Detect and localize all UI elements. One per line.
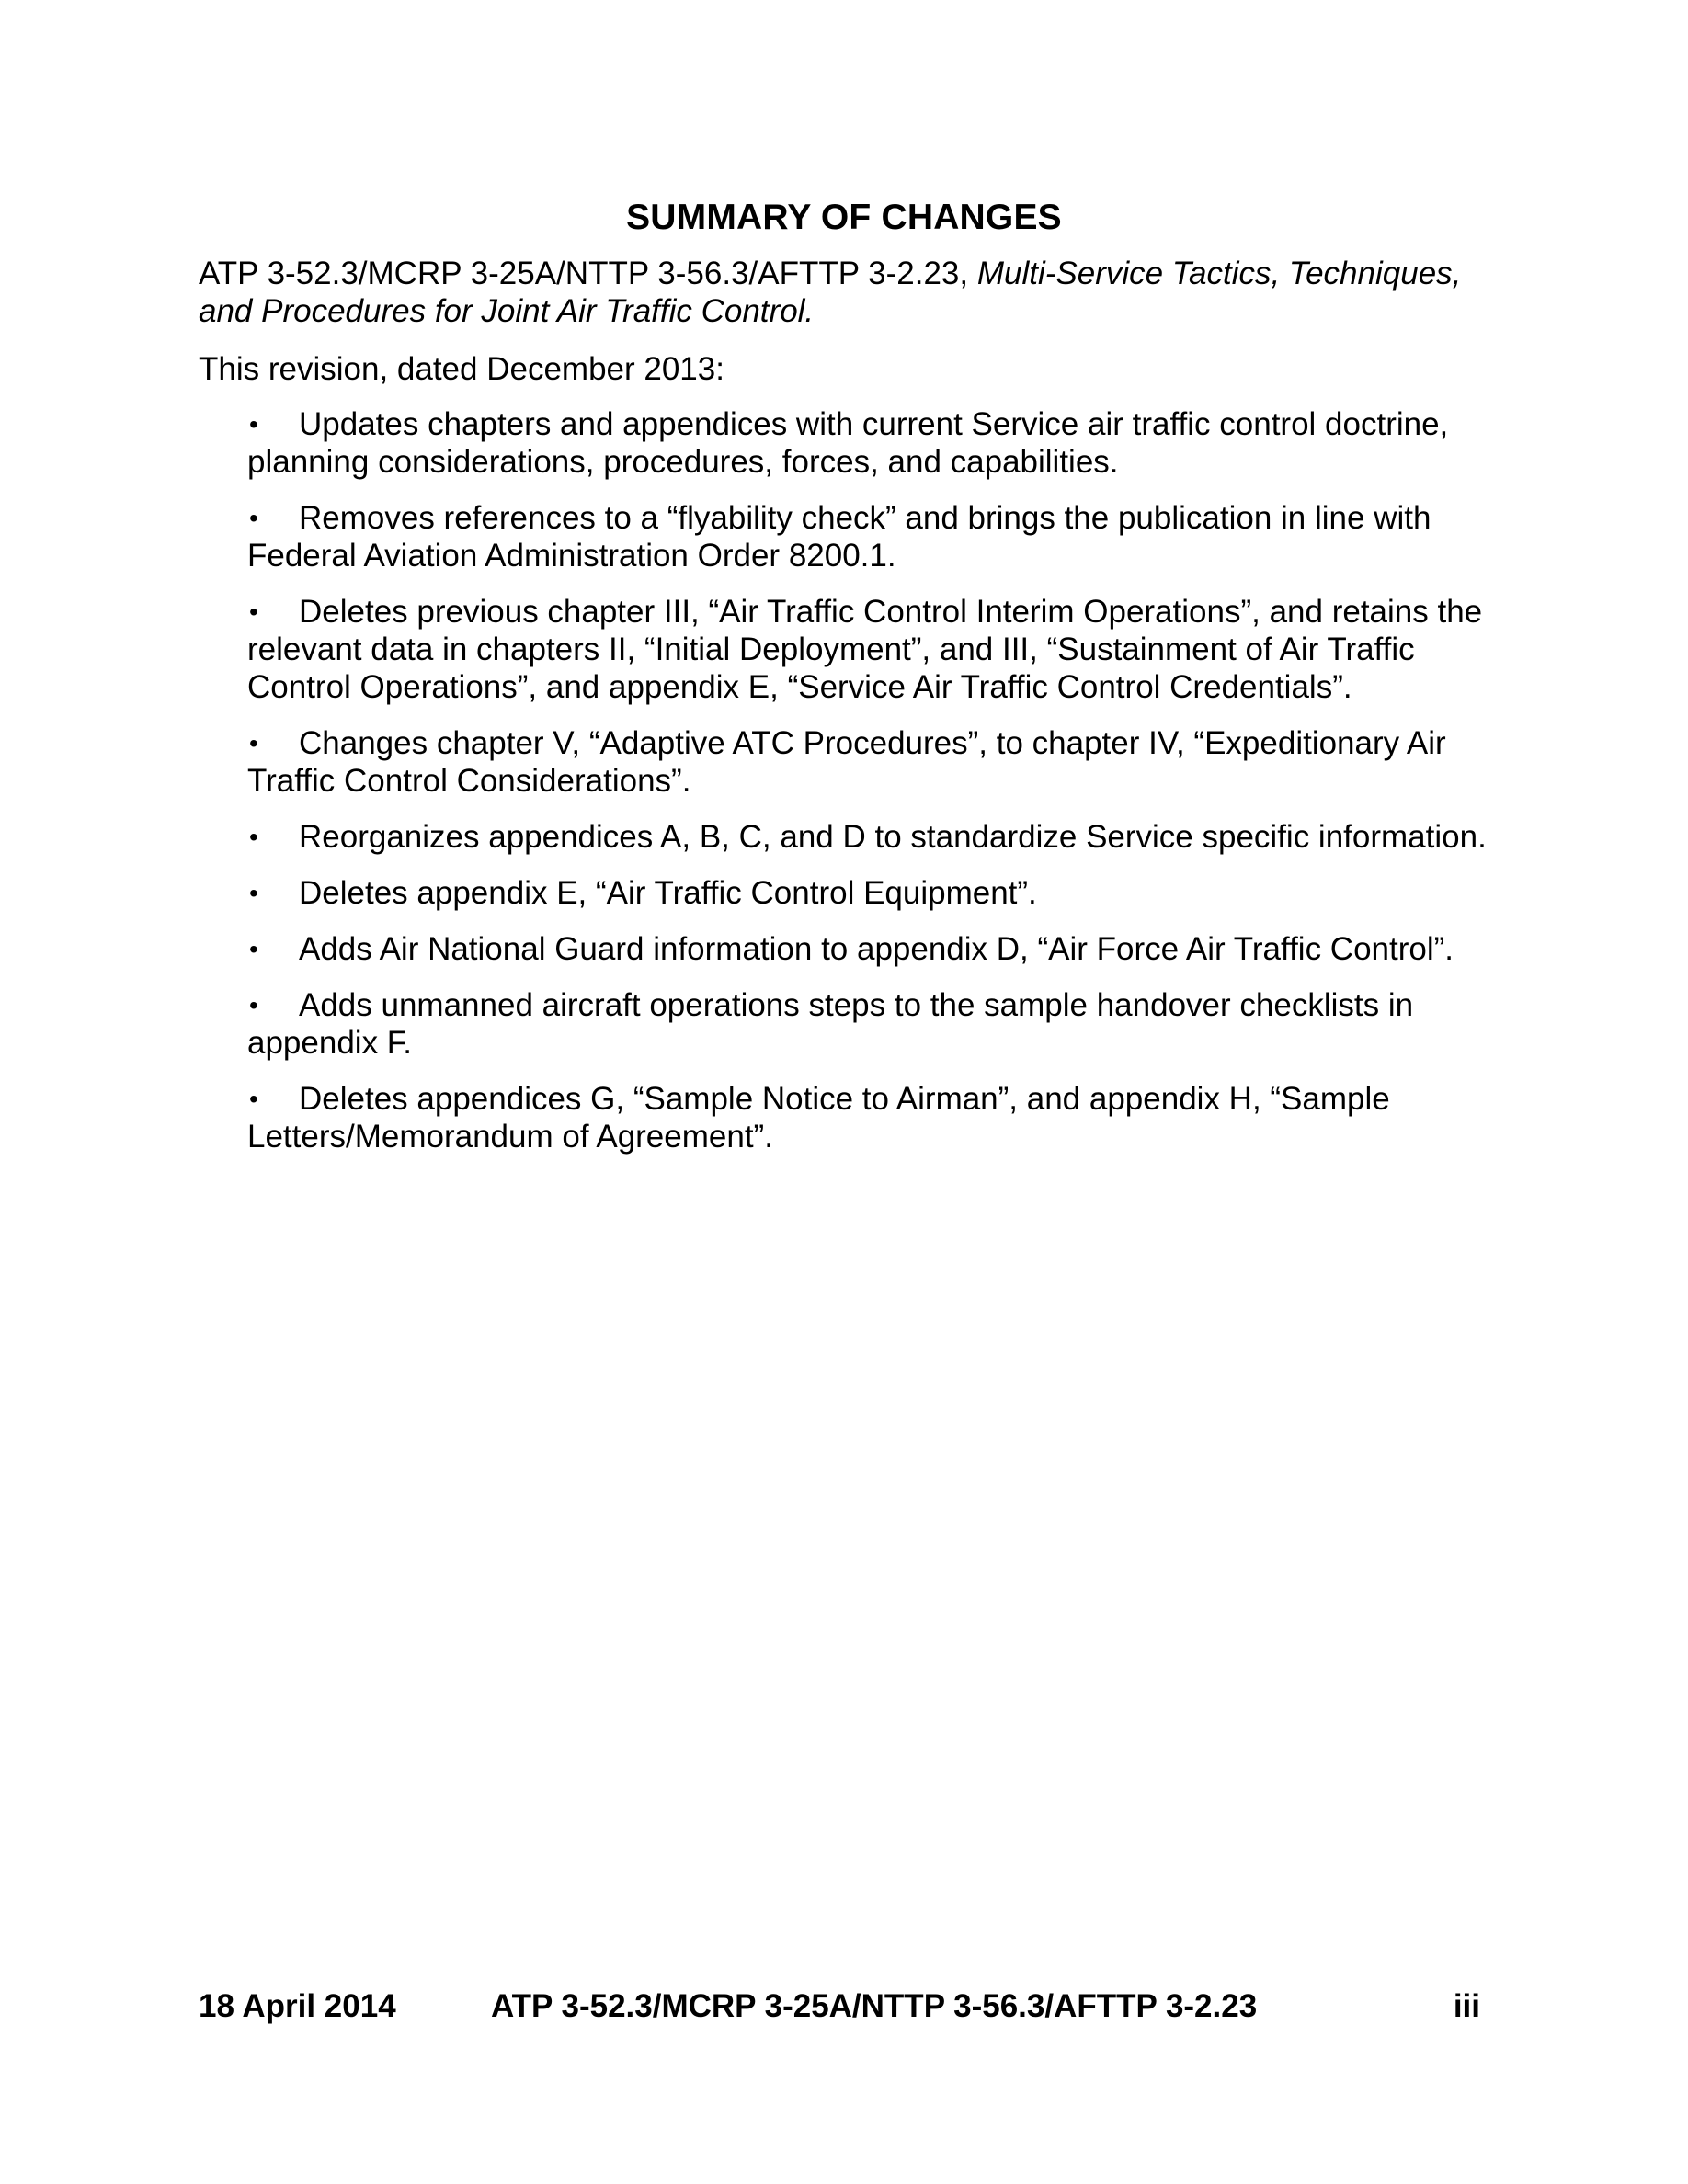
change-item: [247, 593, 1498, 706]
page-footer: [199, 1986, 1480, 2027]
footer-date: 18 April 2014: [199, 1988, 396, 2024]
change-item: [247, 724, 1498, 800]
bullet-icon: •: [249, 597, 258, 626]
change-item: [247, 1080, 1498, 1155]
change-text: Changes chapter V, “Adaptive ATC Procedures”, to chapter IV, “Expeditionary Air Traffic Control Considerations”.: [247, 725, 1446, 799]
bullet-icon: •: [249, 823, 258, 851]
page-title: SUMMARY OF CHANGES: [626, 198, 1062, 237]
publication-designation: ATP 3-52.3/MCRP 3-25A/NTTP 3-56.3/AFTTP 3-2.23,: [199, 256, 969, 291]
bullet-icon: •: [249, 504, 258, 532]
change-item: [247, 930, 1498, 968]
change-item: [247, 986, 1498, 1062]
publication-reference: [199, 255, 1486, 330]
change-item: [247, 818, 1498, 856]
change-text: Adds Air National Guard information to appendix D, “Air Force Air Traffic Control”.: [299, 931, 1454, 967]
change-text: Updates chapters and appendices with current Service air traffic control doctrine, planning considerations, procedures, forces, and capabilities.: [247, 406, 1449, 480]
change-text: Deletes previous chapter III, “Air Traffic Control Interim Operations”, and retains the relevant data in chapters II, “Initial Deployment”, and III, “Sustainment of Air Traffic Control Operations”, and appendix E, “Service Air Traffic Control Credentials”.: [247, 594, 1483, 705]
bullet-icon: •: [249, 935, 258, 963]
change-text: Deletes appendix E, “Air Traffic Control Equipment”.: [299, 875, 1037, 911]
change-text: Removes references to a “flyability check” and brings the publication in line with Federal Aviation Administration Order 8200.1.: [247, 500, 1431, 574]
bullet-icon: •: [249, 991, 258, 1019]
bullet-icon: •: [249, 729, 258, 757]
change-text: Adds unmanned aircraft operations steps to the sample handover checklists in appendix F.: [247, 987, 1414, 1061]
footer-document-id: ATP 3-52.3/MCRP 3-25A/NTTP 3-56.3/AFTTP 3-2.23: [491, 1988, 1258, 2024]
footer-page-number: iii: [1453, 1988, 1480, 2024]
bullet-icon: •: [249, 879, 258, 907]
change-text: Reorganizes appendices A, B, C, and D to standardize Service specific information.: [299, 819, 1487, 855]
change-item: [247, 874, 1498, 912]
publication-title: Multi-Service Tactics, Techniques, and Procedures for Joint Air Traffic Control.: [199, 256, 1462, 329]
changes-list: [247, 405, 1498, 1174]
revision-intro: This revision, dated December 2013:: [199, 351, 724, 387]
change-text: Deletes appendices G, “Sample Notice to Airman”, and appendix H, “Sample Letters/Memorandum of Agreement”.: [247, 1081, 1390, 1155]
bullet-icon: •: [249, 1085, 258, 1113]
bullet-icon: •: [249, 410, 258, 438]
change-item: [247, 405, 1498, 481]
change-item: [247, 499, 1498, 574]
